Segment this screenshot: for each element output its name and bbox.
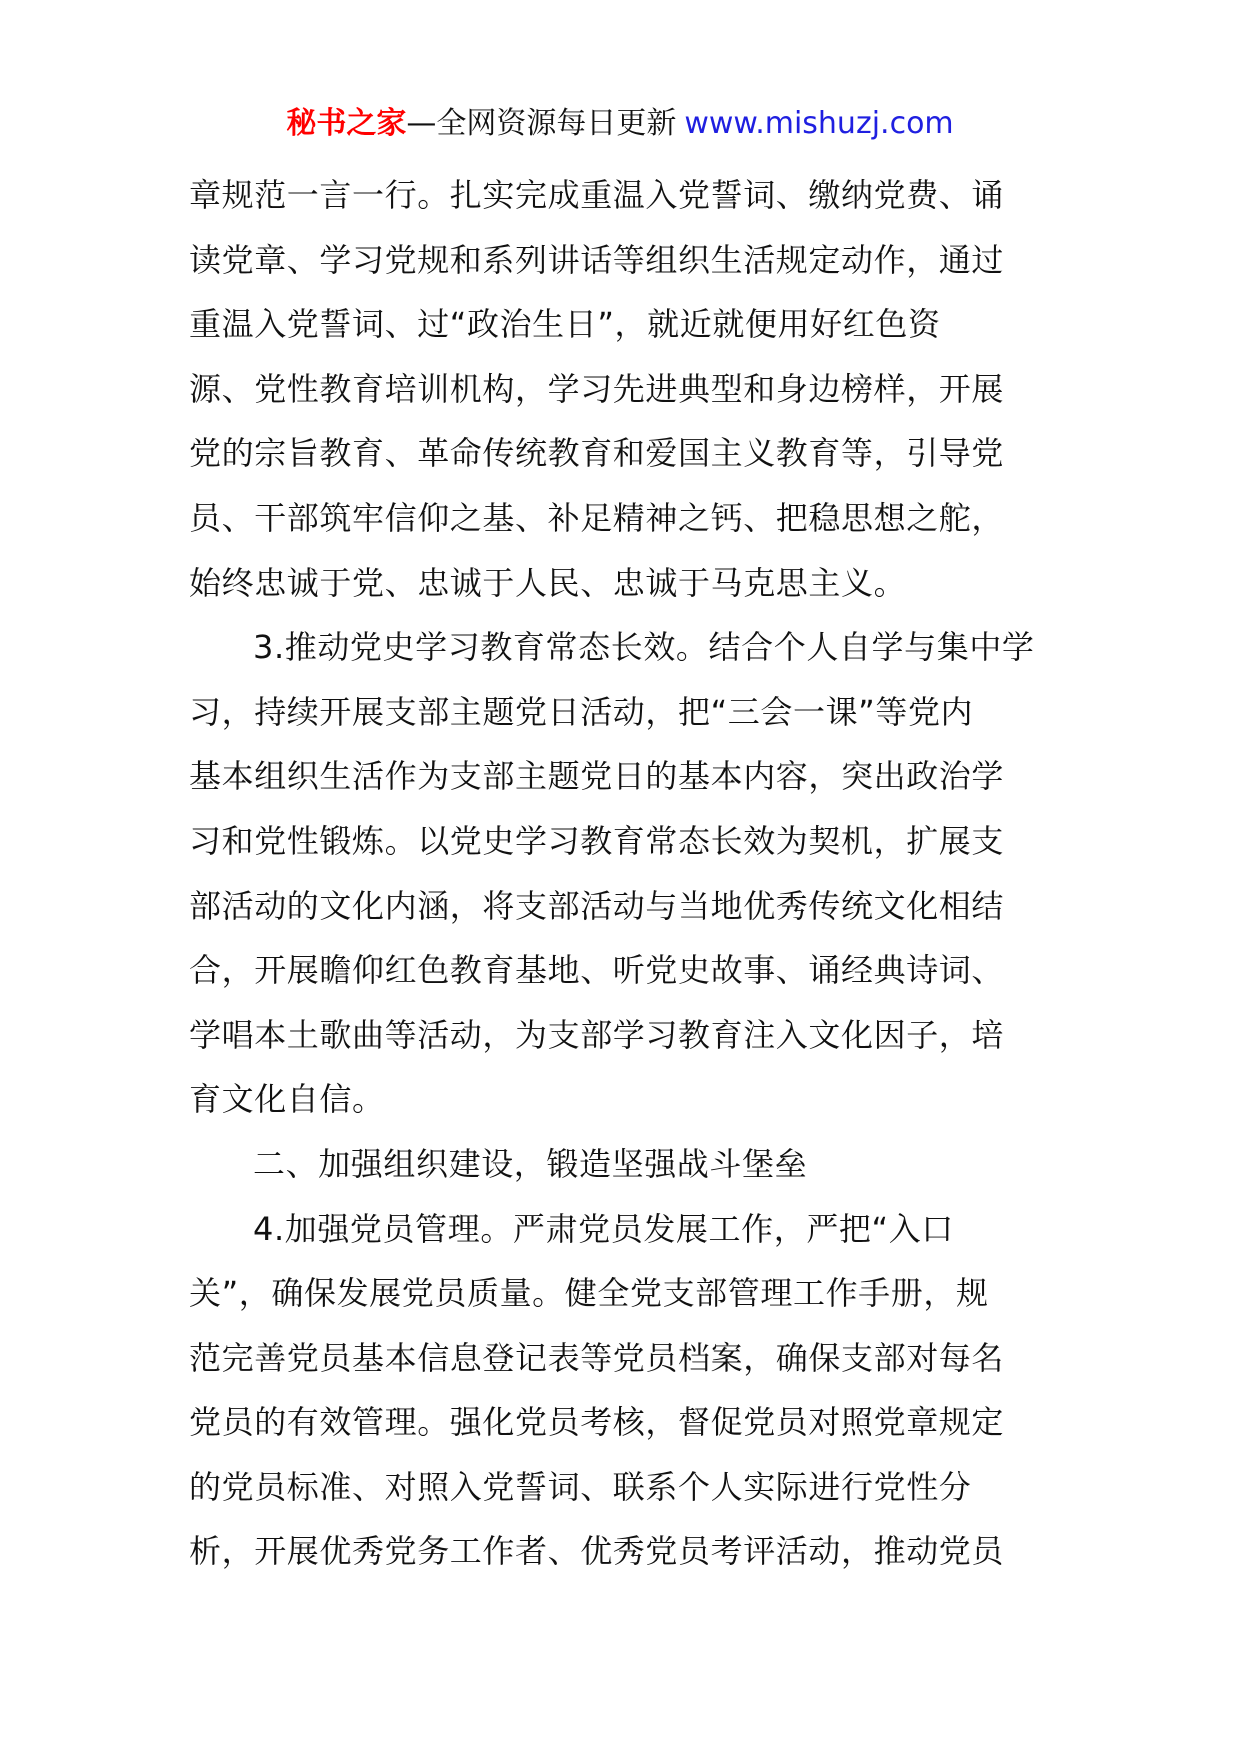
brand-name: 秘书之家 [286, 106, 407, 141]
text-line: 合，开展瞻仰红色教育基地、听党史故事、诵经典诗词、 [189, 951, 1005, 990]
text-line: 章规范一言一行。扎实完成重温入党誓词、缴纳党费、诵 [189, 176, 1005, 214]
document-body [189, 163, 1057, 1584]
text-line: 习和党性锻炼。以党史学习教育常态长效为契机，扩展支 [189, 821, 1005, 860]
text-line: 重温入党誓词、过“政治生日”，就近就便用好红色资 [189, 305, 941, 344]
text-line: 党的宗旨教育、革命传统教育和爱国主义教育等，引导党 [189, 434, 1005, 473]
text-line: 读党章、学习党规和系列讲话等组织生活规定动作，通过 [189, 240, 1005, 279]
text-line: 范完善党员基本信息登记表等党员档案，确保支部对每名 [189, 1338, 1005, 1377]
text-line: 源、党性教育培训机构，学习先进典型和身边榜样，开展 [189, 369, 1005, 408]
text-line: 部活动的文化内涵，将支部活动与当地优秀传统文化相结 [189, 886, 1005, 925]
text-line: 员、干部筑牢信仰之基、补足精神之钙、把稳思想之舵， [189, 498, 1005, 537]
text-line: 关”，确保发展党员质量。健全党支部管理工作手册，规 [189, 1274, 989, 1313]
paragraph-start: 4.加强党员管理。严肃党员发展工作，严把“入口 [253, 1209, 954, 1248]
paragraph-start: 3.推动党史学习教育常态长效。结合个人自学与集中学 [253, 628, 1035, 667]
text-line: 习，持续开展支部主题党日活动，把“三会一课”等党内 [189, 692, 974, 731]
text-line: 析，开展优秀党务工作者、优秀党员考评活动，推动党员 [189, 1532, 1005, 1571]
site-url: www.mishuzj.com [684, 106, 954, 141]
text-line: 的党员标准、对照入党誓词、联系个人实际进行党性分 [189, 1467, 972, 1506]
section-heading: 二、加强组织建设，锻造坚强战斗堡垒 [253, 1144, 808, 1183]
text-line: 基本组织生活作为支部主题党日的基本内容，突出政治学 [189, 757, 1005, 796]
text-line: 党员的有效管理。强化党员考核，督促党员对照党章规定 [189, 1403, 1005, 1442]
text-line: 育文化自信。 [189, 1080, 385, 1119]
text-line: 学唱本土歌曲等活动，为支部学习教育注入文化因子，培 [189, 1015, 1005, 1054]
header-tagline: —全网资源每日更新 [406, 106, 677, 141]
text-line: 始终忠诚于党、忠诚于人民、忠诚于马克思主义。 [189, 563, 907, 602]
watermark-header [0, 104, 1240, 144]
